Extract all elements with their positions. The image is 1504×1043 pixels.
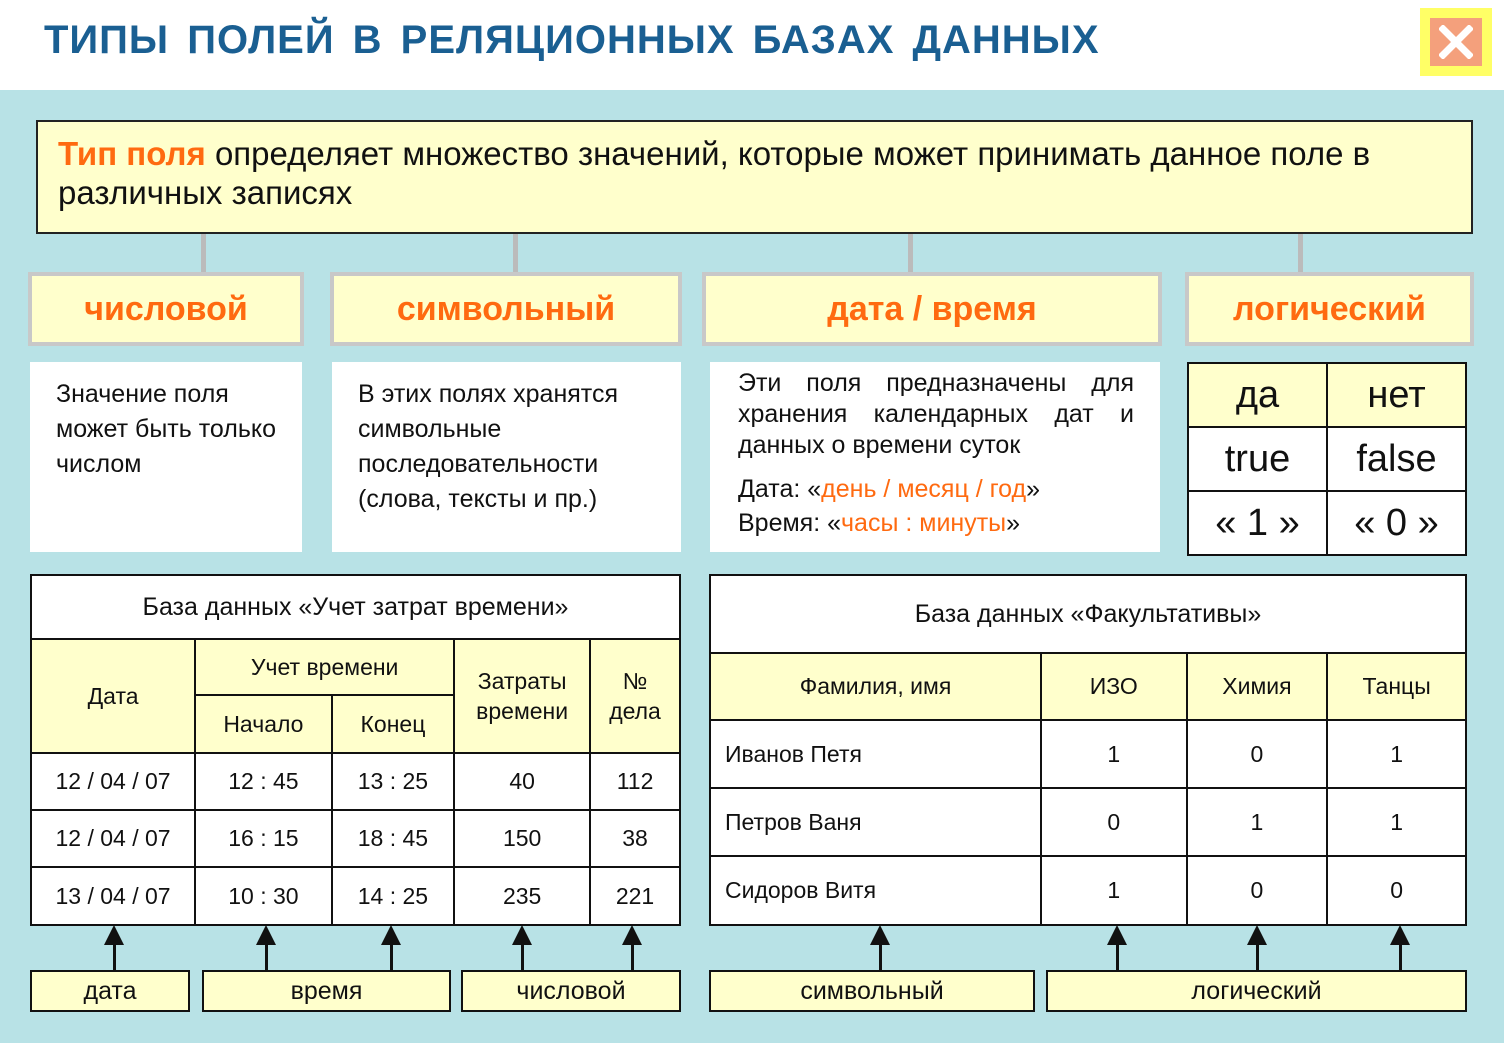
page-title: ТИПЫ ПОЛЕЙ В РЕЛЯЦИОННЫХ БАЗАХ ДАННЫХ — [44, 18, 1100, 62]
arrow-up-icon — [870, 925, 890, 945]
connector — [513, 234, 518, 274]
cell: 1 — [1041, 720, 1187, 788]
cell: 13 / 04 / 07 — [31, 867, 195, 925]
table-title-row — [31, 575, 680, 639]
arrow-up-icon — [622, 925, 642, 945]
header-start: Начало — [195, 695, 332, 753]
cell: 12 / 04 / 07 — [31, 810, 195, 867]
time-format: часы : минуты — [841, 509, 1007, 537]
cell: Сидоров Витя — [710, 856, 1041, 925]
label-numeric: числовой — [461, 970, 681, 1012]
datetime-text: Эти поля предназначены для хранения календарных дат и данных о времени суток — [738, 369, 1134, 459]
date-format-line — [738, 472, 1134, 506]
cell: 1 — [1327, 788, 1466, 856]
datetime-description — [710, 362, 1160, 552]
db-electives-table — [709, 574, 1467, 926]
arrow-up-icon — [1107, 925, 1127, 945]
header-case: № дела — [590, 639, 680, 753]
db1-title: База данных «Учет затрат времени» — [31, 575, 680, 639]
cell: Петров Ваня — [710, 788, 1041, 856]
label-text: символьный — [709, 970, 1035, 1012]
category-text: символьный — [330, 272, 682, 346]
arrow-line — [113, 944, 116, 971]
cell: 13 : 25 — [332, 753, 455, 810]
date-prefix: Дата: « — [738, 475, 822, 503]
text-description: В этих полях хранятся символьные последовательности (слова, тексты и пр.) — [332, 362, 681, 552]
category-datetime: дата / время — [702, 272, 1162, 346]
cell: 0 — [1041, 788, 1187, 856]
date-format: день / месяц / год — [821, 475, 1027, 503]
cell: 38 — [590, 810, 680, 867]
cell: 0 — [1327, 856, 1466, 925]
table-row — [710, 720, 1466, 788]
cell: 1 — [1187, 788, 1328, 856]
logical-false-value: false — [1327, 427, 1466, 491]
logical-true-number: « 1 » — [1188, 491, 1327, 555]
arrow-line — [390, 944, 393, 971]
cell: 40 — [454, 753, 590, 810]
cell: 1 — [1041, 856, 1187, 925]
arrow-line — [631, 944, 634, 971]
header-name: Фамилия, имя — [710, 653, 1041, 720]
logical-true-word: да — [1188, 363, 1327, 427]
arrow-up-icon — [104, 925, 124, 945]
time-format-line — [738, 506, 1134, 540]
header-cost: Затраты времени — [454, 639, 590, 753]
header-dance: Танцы — [1327, 653, 1466, 720]
table-row — [1188, 491, 1466, 555]
table-row — [31, 867, 680, 925]
table-row — [710, 856, 1466, 925]
header-art: ИЗО — [1041, 653, 1187, 720]
arrow-up-icon — [256, 925, 276, 945]
cell: 235 — [454, 867, 590, 925]
arrow-up-icon — [512, 925, 532, 945]
arrow-line — [521, 944, 524, 971]
label-time: время — [202, 970, 451, 1012]
numeric-description: Значение поля может быть только числом — [30, 362, 302, 552]
category-logical: логический — [1185, 272, 1474, 346]
arrow-line — [1256, 944, 1259, 971]
db-time-tracking-table — [30, 574, 681, 926]
date-suffix: » — [1026, 475, 1041, 503]
close-icon[interactable] — [1430, 18, 1482, 66]
logical-false-number: « 0 » — [1327, 491, 1466, 555]
table-row — [31, 753, 680, 810]
cell: 16 : 15 — [195, 810, 332, 867]
arrow-line — [879, 944, 882, 971]
connector — [908, 234, 913, 274]
definition-text: определяет множество значений, которые может принимать данное поле в различных записях — [58, 135, 1371, 211]
arrow-up-icon — [1390, 925, 1410, 945]
cell: 14 : 25 — [332, 867, 455, 925]
connector — [1298, 234, 1303, 274]
cell: 18 : 45 — [332, 810, 455, 867]
db2-title: База данных «Факультативы» — [710, 575, 1466, 653]
definition-highlight: Тип поля — [58, 135, 206, 172]
arrow-line — [1399, 944, 1402, 971]
cell: 150 — [454, 810, 590, 867]
table-header-row — [710, 653, 1466, 720]
header-date: Дата — [31, 639, 195, 753]
cell: 12 / 04 / 07 — [31, 753, 195, 810]
table-row — [1188, 363, 1466, 427]
cell: 10 : 30 — [195, 867, 332, 925]
definition-box — [36, 120, 1473, 234]
cell: 1 — [1327, 720, 1466, 788]
header-chemistry: Химия — [1187, 653, 1328, 720]
category-numeric: числовой — [28, 272, 304, 346]
cell: 221 — [590, 867, 680, 925]
table-row — [710, 788, 1466, 856]
time-suffix: » — [1006, 509, 1021, 537]
cell: Иванов Петя — [710, 720, 1041, 788]
logical-false-word: нет — [1327, 363, 1466, 427]
time-prefix: Время: « — [738, 509, 842, 537]
cell: 0 — [1187, 720, 1328, 788]
cell: 112 — [590, 753, 680, 810]
label-logical: логический — [1046, 970, 1467, 1012]
table-row — [31, 810, 680, 867]
connector — [201, 234, 206, 274]
header-end: Конец — [332, 695, 455, 753]
header-time-group: Учет времени — [195, 639, 454, 695]
logical-values-table — [1187, 362, 1467, 556]
label-date: дата — [30, 970, 190, 1012]
arrow-up-icon — [381, 925, 401, 945]
arrow-line — [265, 944, 268, 971]
logical-true-value: true — [1188, 427, 1327, 491]
cell: 0 — [1187, 856, 1328, 925]
arrow-line — [1116, 944, 1119, 971]
table-header-row — [31, 639, 680, 695]
arrow-up-icon — [1247, 925, 1267, 945]
table-title-row — [710, 575, 1466, 653]
table-row — [1188, 427, 1466, 491]
cell: 12 : 45 — [195, 753, 332, 810]
close-button[interactable] — [1420, 8, 1492, 76]
